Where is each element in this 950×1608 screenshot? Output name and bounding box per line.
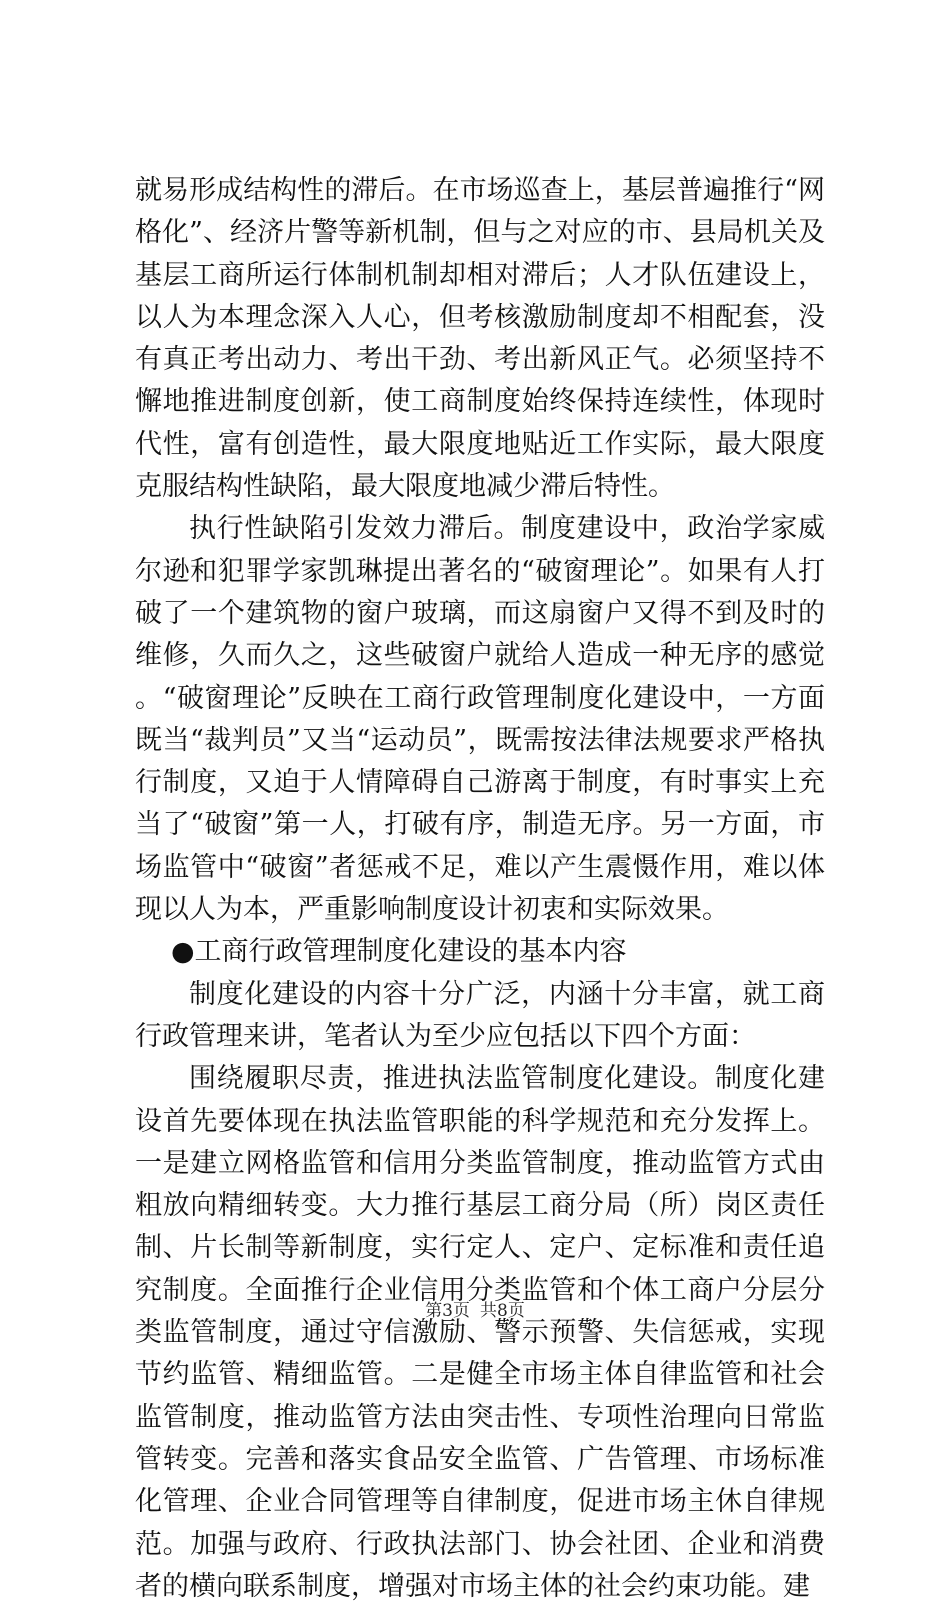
section-heading-basic-content: ●工商行政管理制度化建设的基本内容 [171,936,627,968]
paragraph-broken-window-theory: 执行性缺陷引发效力滞后。制度建设中，政治学家威尔逊和犯罪学家凯琳提出著名的“破窗理论”。如果有人打破了一个建筑物的窗户玻璃，而这扇窗户又得不到及时的维修，久而久之，这些破窗户就给人造成一种无序的感觉。“破窗理论”反映在工商行政管理制度化建设中，一方面既当“裁判员”又当“运动员”，既需按法律法规要求严格执行制度，又迫于人情障碍自己游离于制度，有时事实上充当了“破窗”第一人，打破有序，制造无序。另一方面，市场监管中“破窗”者惩戒不足，难以产生震慑作用，难以体现以人为本，严重影响制度设计初衷和实际效果。 [135,513,825,926]
paragraph-law-enforcement-supervision: 围绕履职尽责，推进执法监管制度化建设。制度化建设首先要体现在执法监管职能的科学规范和充分发挥上。一是建立网格监管和信用分类监管制度，推动监管方式由粗放向精细转变。大力推行基层工商分局（所）岗区责任制、片长制等新制度，实行定人、定户、定标准和责任追究制度。全面推行企业信用分类监管和个体工商户分层分类监管制度，通过守信激励、警示预警、失信惩戒，实现节约监管、精细监管。二是健全市场主体自律监管和社会监管制度，推动监管方法由突击性、专项性治理向日常监管转变。完善和落实食品安全监管、广告管理、市场标准化管理、企业合同管理等自律制度，促进市场主休自律规范。加强与政府、行政执法部门、协会社团、企业和消费者的横向联系制度，增强对市场主体的社会约束功能。建 [135,1063,825,1602]
paragraph-four-aspects-intro: 制度化建设的内容十分广泛，内涵十分丰富，就工商行政管理来讲，笔者认为至少应包括以下四个方面： [135,978,825,1052]
page-number: 第3页 [425,1301,470,1321]
paragraph-structural-lag: 就易形成结构性的滞后。在市场巡查上，基层普遍推行“网格化”、经济片警等新机制，但与之对应的市、县局机关及基层工商所运行体制机制却相对滞后；人才队伍建设上，以人为本理念深入人心，但考核激励制度却不相配套，没有真正考出动力、考出干劲、考出新风正气。必须坚持不懈地推进制度创新，使工商制度始终保持连续性，体现时代性，富有创造性，最大限度地贴近工作实际，最大限度克服结构性缺陷，最大限度地减少滞后特性。 [135,175,825,503]
page-total: 共8页 [480,1301,525,1321]
document-body [135,170,825,1608]
page-footer [0,1300,950,1322]
